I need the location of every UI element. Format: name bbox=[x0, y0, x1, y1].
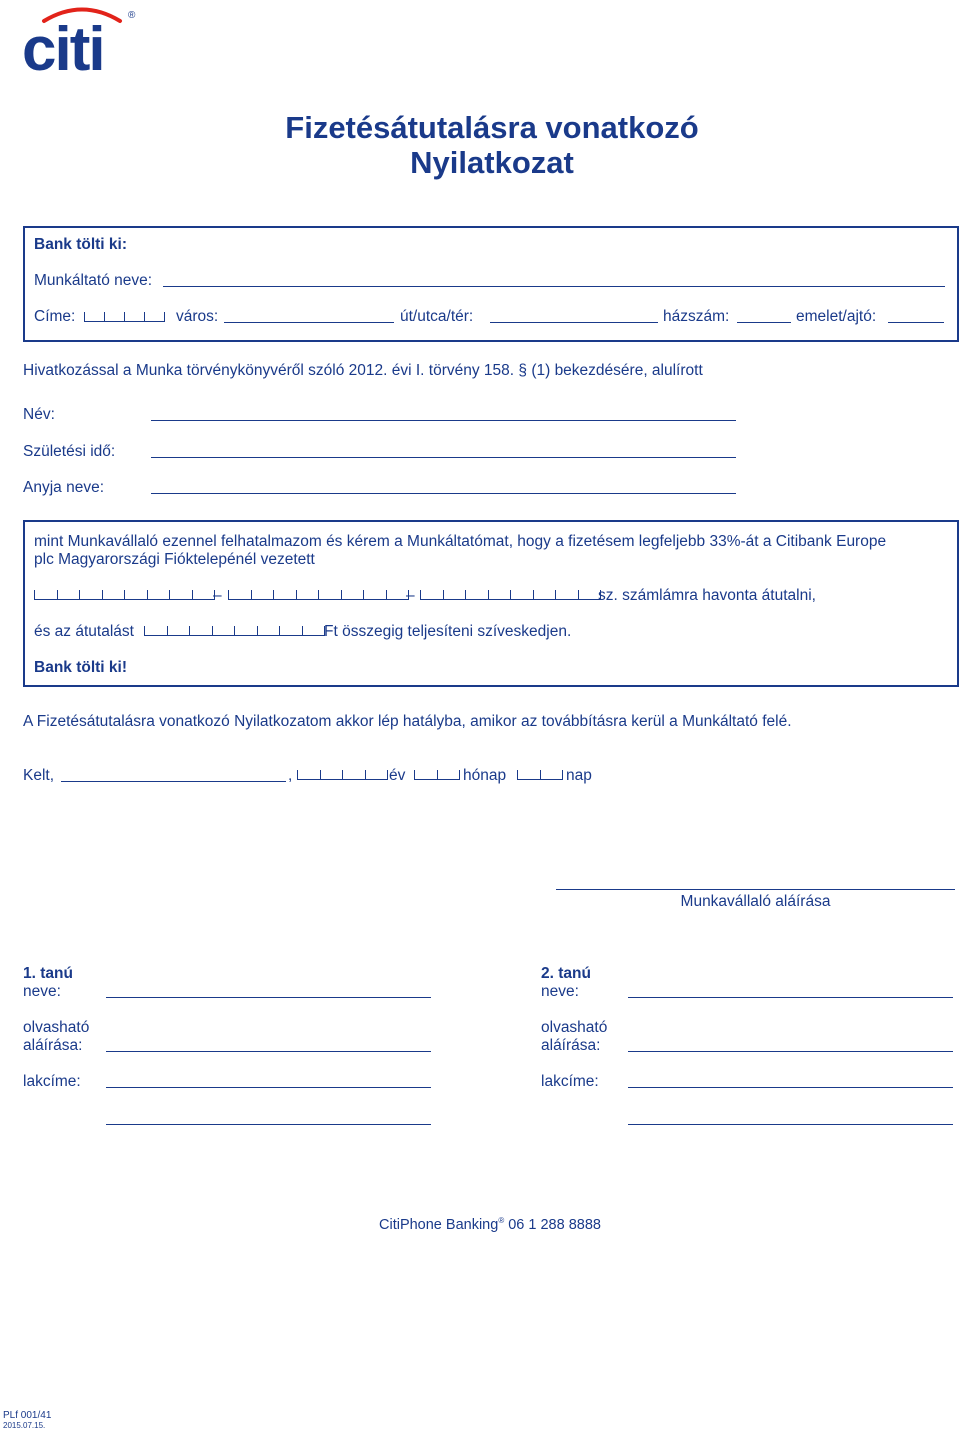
witness1-readable-label-2: aláírása: bbox=[23, 1037, 83, 1054]
employee-signature-label: Munkavállaló aláírása bbox=[680, 893, 831, 910]
witness2-address-field-2[interactable] bbox=[628, 1124, 953, 1125]
account-part1-field[interactable] bbox=[34, 590, 215, 600]
floor-field[interactable] bbox=[888, 322, 944, 323]
house-field[interactable] bbox=[737, 322, 791, 323]
address-label: Címe: bbox=[34, 308, 76, 325]
witness2-readable-label-1: olvasható bbox=[541, 1019, 608, 1036]
name-field[interactable] bbox=[151, 420, 736, 421]
account-part3-field[interactable] bbox=[420, 590, 601, 600]
year-field[interactable] bbox=[297, 770, 388, 780]
form-code-line1: PLf 001/41 bbox=[3, 1410, 52, 1421]
citiphone-number: 06 1 288 8888 bbox=[504, 1216, 601, 1233]
witness2-address-field-1[interactable] bbox=[628, 1087, 953, 1088]
reference-text: Hivatkozással a Munka törvénykönyvéről szóló 2012. évi I. törvény 158. § (1) bekezdésére, alulírott bbox=[23, 362, 703, 379]
witness1-heading: 1. tanú bbox=[23, 965, 73, 982]
employer-field[interactable] bbox=[163, 286, 945, 287]
day-field[interactable] bbox=[517, 770, 563, 780]
auth-text-line2: plc Magyarországi Fióktelepénél vezetett bbox=[34, 551, 315, 568]
witness1-name-label: neve: bbox=[23, 983, 61, 1000]
witness2-heading: 2. tanú bbox=[541, 965, 591, 982]
birth-field[interactable] bbox=[151, 457, 736, 458]
witness2-signature-field[interactable] bbox=[628, 1051, 953, 1052]
name-label: Név: bbox=[23, 406, 55, 423]
account-dash-2: – bbox=[406, 587, 415, 604]
street-field[interactable] bbox=[490, 322, 658, 323]
witness1-address-field-1[interactable] bbox=[106, 1087, 431, 1088]
floor-label: emelet/ajtó: bbox=[796, 308, 877, 325]
year-label: év bbox=[389, 767, 406, 784]
mother-label: Anyja neve: bbox=[23, 479, 104, 496]
auth-footer: Bank tölti ki! bbox=[34, 659, 128, 676]
witness2-name-label: neve: bbox=[541, 983, 579, 1000]
city-label: város: bbox=[176, 308, 219, 325]
witness2-address-label: lakcíme: bbox=[541, 1073, 599, 1090]
citi-logo-graphic bbox=[22, 4, 142, 74]
citiphone-line bbox=[0, 1216, 960, 1233]
account-part2-field[interactable] bbox=[228, 590, 409, 600]
witness1-address-label: lakcíme: bbox=[23, 1073, 81, 1090]
witness2-name-field[interactable] bbox=[628, 997, 953, 998]
amount-prefix: és az átutalást bbox=[34, 623, 134, 640]
month-field[interactable] bbox=[414, 770, 460, 780]
account-suffix: sz. számlámra havonta átutalni, bbox=[598, 587, 816, 604]
street-label: út/utca/tér: bbox=[400, 308, 474, 325]
logo-text: citi bbox=[22, 15, 104, 74]
witness2-readable-label-2: aláírása: bbox=[541, 1037, 601, 1054]
account-dash-1: – bbox=[213, 587, 222, 604]
bank-box-heading: Bank tölti ki: bbox=[34, 236, 128, 253]
employee-signature-field[interactable] bbox=[556, 889, 955, 890]
witness1-address-field-2[interactable] bbox=[106, 1124, 431, 1125]
form-code-line2: 2015.07.15. bbox=[3, 1421, 46, 1430]
employer-label: Munkáltató neve: bbox=[34, 272, 153, 289]
citiphone-reg: ® bbox=[498, 1216, 505, 1225]
logo-registered: ® bbox=[128, 10, 136, 21]
mother-field[interactable] bbox=[151, 493, 736, 494]
day-label: nap bbox=[566, 767, 592, 784]
witness1-readable-label-1: olvasható bbox=[23, 1019, 90, 1036]
witness1-signature-field[interactable] bbox=[106, 1051, 431, 1052]
amount-suffix: Ft összegig teljesíteni szíveskedjen. bbox=[324, 623, 572, 640]
month-label: hónap bbox=[463, 767, 507, 784]
birth-label: Születési idő: bbox=[23, 443, 116, 460]
witness1-name-field[interactable] bbox=[106, 997, 431, 998]
amount-field[interactable] bbox=[144, 626, 325, 636]
auth-text-line1: mint Munkavállaló ezennel felhatalmazom és kérem a Munkáltatómat, hogy a fizetésem legfeljebb 33%-át a Citibank Europe bbox=[34, 533, 887, 550]
postcode-field[interactable] bbox=[84, 312, 165, 322]
title-line1: Fizetésátutalásra vonatkozó bbox=[285, 110, 699, 145]
date-comma: , bbox=[288, 767, 293, 784]
city-field[interactable] bbox=[224, 322, 394, 323]
place-field[interactable] bbox=[61, 781, 286, 782]
citi-logo bbox=[22, 4, 142, 74]
effective-note: A Fizetésátutalásra vonatkozó Nyilatkozatom akkor lép hatályba, amikor az továbbításra kerül a Munkáltató felé. bbox=[23, 713, 792, 730]
title-line2: Nyilatkozat bbox=[410, 145, 574, 180]
citiphone-text: CitiPhone Banking bbox=[379, 1216, 499, 1233]
house-label: házszám: bbox=[663, 308, 730, 325]
kelt-label: Kelt, bbox=[23, 767, 55, 784]
